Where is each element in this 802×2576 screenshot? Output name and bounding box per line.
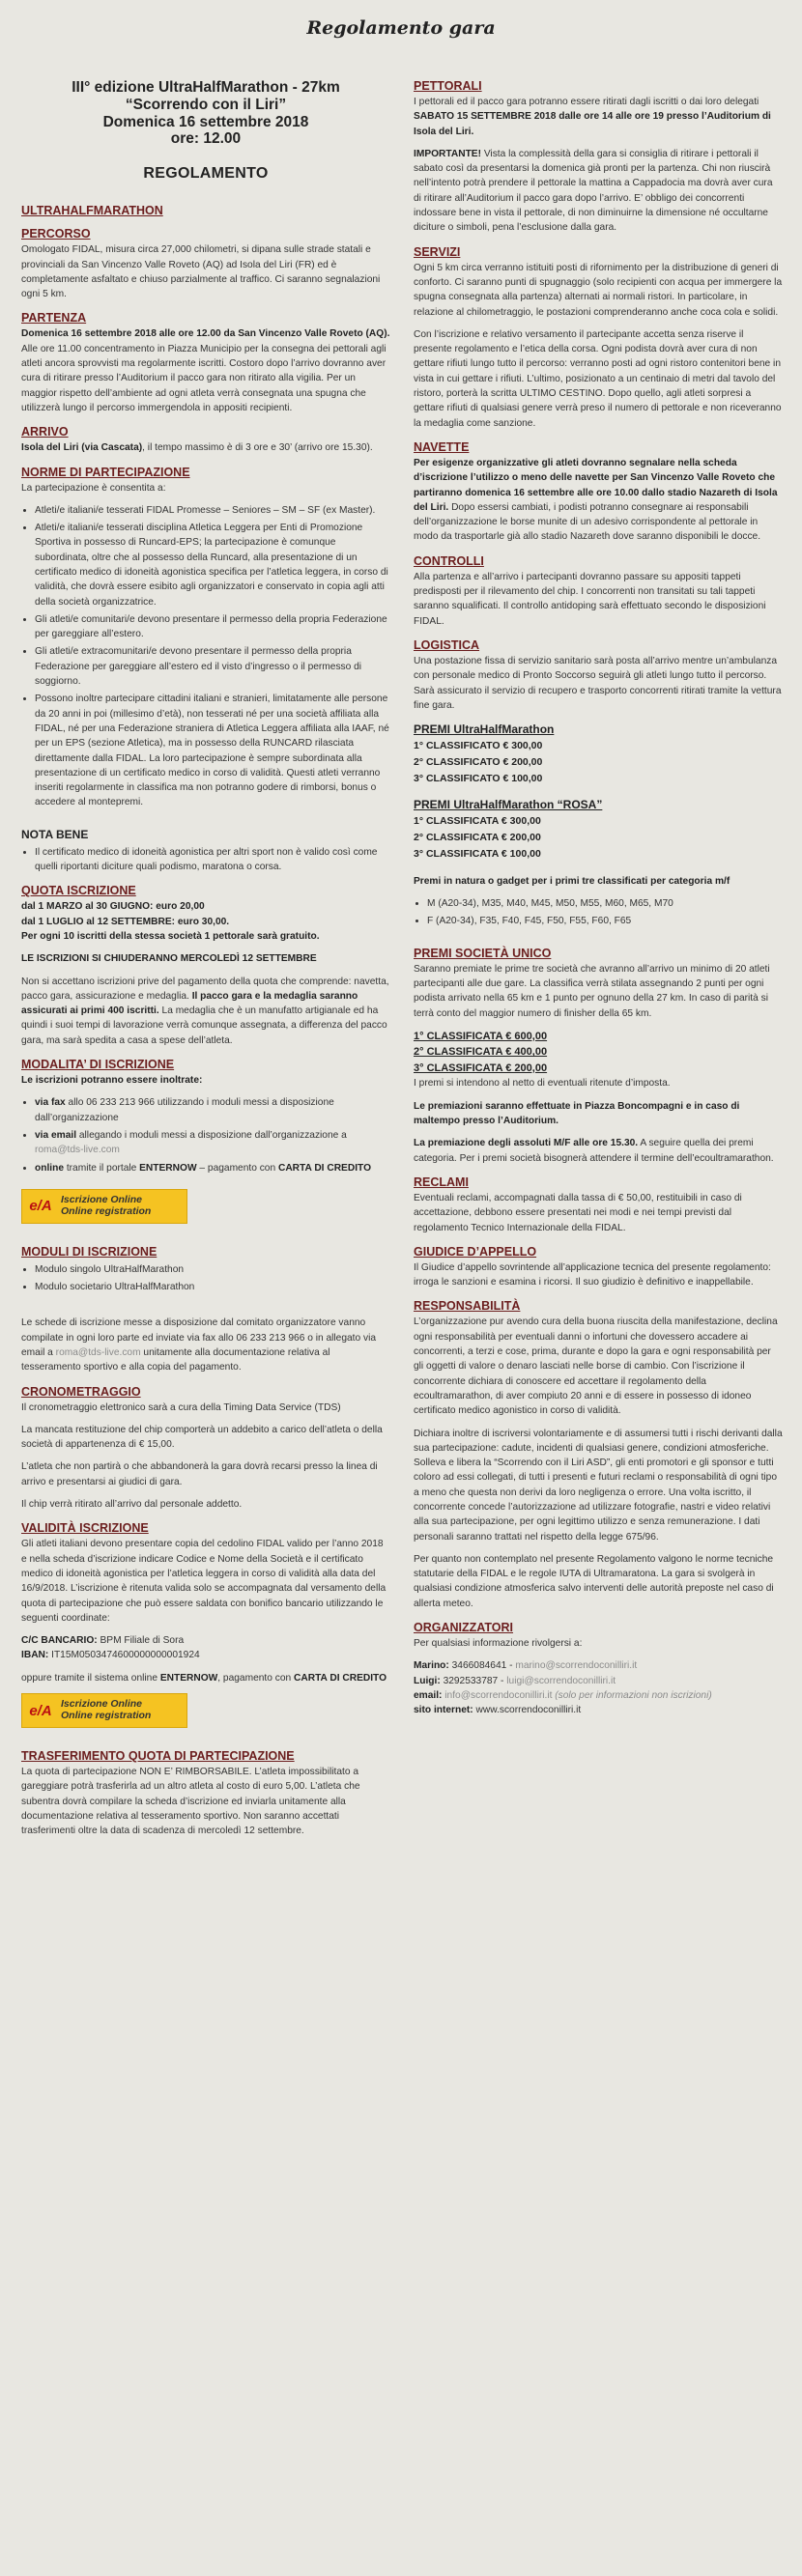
crono-text1: Il cronometraggio elettronico sarà a cura della Timing Data Service (TDS) xyxy=(21,1401,341,1413)
pettorali-paragraph xyxy=(414,95,783,139)
navette-section xyxy=(414,440,783,545)
arrivo-title: ARRIVO xyxy=(21,425,69,439)
crono-text4: Il chip verrà ritirato all’arrivo dal personale addetto. xyxy=(21,1499,243,1511)
list-item: • Atleti/e italiani/e tesserati disciplina Atletica Leggera per Enti di Promozione Sportiva in possesso di Runcard-EPS; la partecipazione è comunque subordinata, oltre che al possesso della Runcard, alla presentazione di un certificato medico di idoneità agonistica specifica per l’atletica leggera, in corso di validità, che dovrà essere esibito agli organizzatori e conservato in copia agli atti della società organizzatrice. xyxy=(35,521,390,609)
premiazione-assoluti-bold: La premiazione degli assoluti M/F alle ore 15.30. xyxy=(414,1138,639,1149)
premi-rosa-title: PREMI UltraHalfMarathon “ROSA” xyxy=(414,798,603,812)
oppure-text1: oppure tramite il sistema online xyxy=(21,1672,160,1684)
email-text: allegando i moduli messi a disposizione dall’organizzazione a xyxy=(76,1129,347,1141)
online-registration-button-2[interactable] xyxy=(21,1693,187,1728)
online-text: tramite il portale xyxy=(64,1162,140,1174)
premi-societa-section xyxy=(414,947,783,1166)
premi-societa-text: Saranno premiate le prime tre società che avranno all’arrivo un minimo di 20 atleti partecipanti alle due gare. La classifica verrà stilata assegnando 2 punti per ogni podista arrivato nella 65 km e 1 punto per ognuno della 27 km. In caso di parità si terrà conto del maggior numero di finisher della 65 km. xyxy=(414,963,770,1019)
premi-societa-item-1: 1° CLASSIFICATA € 600,00 xyxy=(414,1030,548,1042)
quota-text2: La medaglia che è un manufatto artigianale ed ha quindi i suoi tempi di lavorazione verrà comunque assegnata, a differenza del pacco gara, ma sarà spedita a casa a spese dell’atleta. xyxy=(21,1005,387,1046)
reclami-title: RECLAMI xyxy=(414,1175,469,1189)
online-registration-button[interactable] xyxy=(21,1189,187,1224)
quota-text1: Non si accettano iscrizioni prive del pagamento della quota che comprende: navetta, pacco gara, assicurazione e medaglia. xyxy=(21,976,389,1002)
premi-societa-note: I premi si intendono al netto di eventuali ritenute d’imposta. xyxy=(414,1078,671,1090)
moduli-paragraph xyxy=(21,1316,390,1374)
list-item xyxy=(35,1161,390,1175)
responsabilita-section xyxy=(414,1299,783,1611)
percorso-title: PERCORSO xyxy=(21,227,91,241)
arrivo-section xyxy=(21,425,390,455)
quota-paragraph xyxy=(21,975,390,1048)
arrivo-bold: Isola del Liri (via Cascata) xyxy=(21,442,143,454)
site-label: sito internet: xyxy=(414,1705,473,1716)
luigi-phone: 3292533787 - xyxy=(440,1675,507,1686)
servizi-text1: Ogni 5 km circa verranno istituiti posti di rifornimento per la distribuzione di generi di conforto. Ci saranno punti di spugnaggio (solo recipienti con acqua per immergere la spugna consegnata alla partenza) alternati ai normali ristori. In particolare, in relazione al chilometraggio, le postazioni comprenderanno anche coca cola e solidi. xyxy=(414,262,783,318)
premi-societa-title: PREMI SOCIETÀ UNICO xyxy=(414,946,552,960)
premi-section xyxy=(414,722,783,929)
importante-label: IMPORTANTE! xyxy=(414,148,481,159)
responsabilita-text3: Per quanto non contemplato nel presente Regolamento valgono le norme tecniche statutarie della FIDAL e le regole IUTA di Ultramaratona. La gara si svolgerà in qualsiasi condizione atmosferica salvo interventi delle autorità preposte nel caso di allerta meteo. xyxy=(414,1553,774,1609)
navette-title: NAVETTE xyxy=(414,439,470,454)
validita-text: Gli atleti italiani devono presentare copia del cedolino FIDAL valido per l’anno 2018 e nella scheda d’iscrizione indicare Codice e Nome della Società e il certificato medico di idoneità agonistica per l’atletica leggera in corso di validità alla data del 16/9/2018. L’iscrizione è ritenuta valida solo se accompagnata dal versamento della quota di partecipazione che può essere saldata con bonifico bancario utilizzando le seguenti coordinate: xyxy=(21,1539,387,1624)
logistica-title: LOGISTICA xyxy=(414,637,480,652)
badge-text xyxy=(61,1699,151,1721)
oppure-line xyxy=(21,1671,390,1685)
luigi-label: Luigi: xyxy=(414,1675,441,1686)
crono-section xyxy=(21,1385,390,1513)
pettorali-text: I pettorali ed il pacco gara potranno essere ritirati dagli iscritti o dai loro delegati xyxy=(414,97,759,107)
premi-item-2: 2° CLASSIFICATO € 200,00 xyxy=(414,755,543,768)
premi-rosa-item-1: 1° CLASSIFICATA € 300,00 xyxy=(414,815,541,828)
crono-text3: L’atleta che non partirà o che abbandonerà la gara dovrà recarsi presso la linea di arrivo e presentarsi ai giudici di gara. xyxy=(21,1461,378,1487)
iban-label: IBAN: xyxy=(21,1650,49,1661)
oppure-carta: CARTA DI CREDITO xyxy=(294,1672,387,1684)
info-email-link[interactable]: info@scorrendoconilliri.it xyxy=(442,1689,553,1701)
servizi-text2: Con l’iscrizione e relativo versamento il partecipante accetta senza riserve il presente regolamento e l’etica della corsa. Ogni podista dovrà aver cura di non gettare rifiuti lungo tutto il percorso: verranno posti ad ogni ristoro contenitori bene in vista in cui gettare i rifiuti. L’ultimo, posizionato a un centinaio di metri dal tavolo del ristoro, porterà la scritta ULTIMO CESTINO. Dopo quello, agli atleti sorpresi a gettare rifiuti di qualsiasi genere verrà preso il numero di pettorale e non riceveranno la medaglia come sanzione. xyxy=(414,328,782,429)
premiazione-assoluti xyxy=(414,1136,783,1166)
modalita-list xyxy=(21,1095,390,1175)
trasferimento-text: La quota di partecipazione NON E’ RIMBORSABILE. L’atleta impossibilitato a gareggiare potrà trasferirla ad un altro atleta al costo di euro 5,00. L’atleta che subentra dovrà compilare la scheda d’iscrizione ed inviarla unitamente alla documentazione relativa al tesseramento sportivo. Non saranno accettati trasferimenti oltre la data di scadenza di mercoledì 12 settembre. xyxy=(21,1767,360,1837)
pettorali-title: PETTORALI xyxy=(414,79,482,93)
premi-item-3: 3° CLASSIFICATO € 100,00 xyxy=(414,772,543,784)
trasferimento-section xyxy=(21,1749,390,1838)
pettorali-section xyxy=(414,79,783,236)
partenza-bold: Domenica 16 settembre 2018 alle ore 12.00 da San Vincenzo Valle Roveto (AQ). xyxy=(21,328,390,340)
quota-line2: dal 1 LUGLIO al 12 SETTEMBRE: euro 30,00. xyxy=(21,916,230,927)
list-item xyxy=(35,1128,390,1158)
trasferimento-title: TRASFERIMENTO QUOTA DI PARTECIPAZIONE xyxy=(21,1749,295,1764)
event-subtitle: “Scorrendo con il Liri” xyxy=(125,96,287,113)
list-item: • Gli atleti/e extracomunitari/e devono presentare il permesso della propria Federazione per gareggiare all’estero ed il visto d’ingresso o il permesso di soggiorno. xyxy=(35,644,390,689)
enternow-label: ENTERNOW xyxy=(139,1162,197,1174)
servizi-title: SERVIZI xyxy=(414,244,461,259)
norme-title: NORME DI PARTECIPAZIONE xyxy=(21,465,190,479)
email-link[interactable]: roma@tds-live.com xyxy=(35,1145,120,1156)
modulo-singolo-link[interactable]: • Modulo singolo UltraHalfMarathon xyxy=(35,1262,390,1277)
contact-luigi xyxy=(414,1674,783,1688)
enternow-logo-icon: e/A xyxy=(29,1702,52,1719)
marino-label: Marino: xyxy=(414,1660,449,1672)
giudice-section xyxy=(414,1245,783,1290)
quota-line3: Per ogni 10 iscritti della stessa società 1 pettorale sarà gratuito. xyxy=(21,930,320,942)
servizi-section xyxy=(414,245,783,431)
arrivo-paragraph xyxy=(21,440,390,455)
badge-line2: Online registration xyxy=(61,1204,152,1217)
badge-line1: Iscrizione Online xyxy=(61,1698,143,1711)
email-label: via email xyxy=(35,1129,77,1141)
premi-rosa-item-2: 2° CLASSIFICATA € 200,00 xyxy=(414,832,541,844)
norme-intro: La partecipazione è consentita a: xyxy=(21,482,166,494)
list-item: • M (A20-34), M35, M40, M45, M50, M55, M60, M65, M70 xyxy=(427,896,783,911)
norme-section xyxy=(21,466,390,810)
badge-line2: Online registration xyxy=(61,1710,152,1722)
controlli-section xyxy=(414,554,783,629)
iban-line xyxy=(21,1648,390,1662)
organizzatori-section xyxy=(414,1621,783,1717)
moduli-title: MODULI DI ISCRIZIONE xyxy=(21,1244,158,1259)
contact-email xyxy=(414,1688,783,1703)
modulo-societario-link[interactable]: • Modulo societario UltraHalfMarathon xyxy=(35,1280,390,1294)
modalita-intro: Le iscrizioni potranno essere inoltrate: xyxy=(21,1075,203,1087)
responsabilita-text2: Dichiara inoltre di iscriversi volontariamente e di assumersi tutti i rischi derivanti dalla sua partecipazione: cadute, incidenti di qualsiasi genere, condizioni atmosferiche. Solleva e libera la “Scorrendo con il Liri ASD”, gli enti promotori e gli sponsor e tutti coloro ad essi collegati, di tutti i presenti e futuri reclami o responsabilità di ogni tipo a meno che questa non derivi da loro negligenza o errore. Una volta iscritto, il concorrente concede l’autorizzazione ad utilizzare fotografie, nastri e video relativi alla sua partecipazione, per ogni legittimo utilizzo e senza remunerazione. I dati personali saranno trattati nel rispetto della legge 675/96. xyxy=(414,1428,783,1543)
moduli-section xyxy=(21,1245,390,1375)
responsabilita-title: RESPONSABILITÀ xyxy=(414,1299,521,1314)
cc-line xyxy=(21,1633,390,1648)
moduli-list xyxy=(21,1262,390,1295)
crono-text2: La mancata restituzione del chip comporterà un addebito a carico dell’atleta o della società di appartenenza di € 15,00. xyxy=(21,1424,383,1451)
event-date: Domenica 16 settembre 2018 xyxy=(102,113,309,130)
cc-value: BPM Filiale di Sora xyxy=(97,1635,185,1647)
event-edition: III° edizione UltraHalfMarathon - 27km xyxy=(72,79,340,96)
quota-line1: dal 1 MARZO al 30 GIUGNO: euro 20,00 xyxy=(21,901,205,913)
list-item xyxy=(35,1095,390,1125)
giudice-text: Il Giudice d’appello sovrintende all’applicazione tecnica del presente regolamento: irroga le sanzioni e esamina i ricorsi. Il suo giudizio è definitivo e inappellabile. xyxy=(414,1261,771,1288)
premi-societa-item-3: 3° CLASSIFICATA € 200,00 xyxy=(414,1062,548,1074)
cc-label: C/C BANCARIO: xyxy=(21,1635,98,1647)
quota-title: QUOTA ISCRIZIONE xyxy=(21,884,136,898)
partenza-section xyxy=(21,311,390,415)
partenza-title: PARTENZA xyxy=(21,311,87,326)
responsabilita-text1: L’organizzazione pur avendo cura della buona riuscita della manifestazione, declina ogni responsabilità per eventuali danni o infortuni che dovessero accadere ai concorrenti, a terzi e cose, prima, durante e dopo la gara e ogni responsabilità per gli oggetti di valore o denaro lasciati nelle borse di cambio. Con l’iscrizione il concorrente dichiara di conoscere ed accettare il regolamento della ecoultramarathon, di aver compiuto 20 anni e di essere in possesso di idoneo certificato medico agonistico in corso di validità. xyxy=(414,1316,778,1417)
organizzatori-intro: Per qualsiasi informazione rivolgersi a: xyxy=(414,1638,583,1650)
premi-natura: Premi in natura o gadget per i primi tre classificati per categoria m/f xyxy=(414,875,730,887)
carta-label: CARTA DI CREDITO xyxy=(277,1162,371,1174)
reclami-section xyxy=(414,1175,783,1235)
badge-text xyxy=(61,1195,151,1217)
online-label: online xyxy=(35,1162,64,1174)
site-link[interactable]: www.scorrendoconilliri.it xyxy=(473,1705,582,1716)
categorie-list xyxy=(414,896,783,929)
badge-line1: Iscrizione Online xyxy=(61,1194,143,1206)
email-note: (solo per informazioni non iscrizioni) xyxy=(552,1689,712,1701)
navette-text: Dopo essersi cambiati, i podisti potranno consegnare ai responsabili dell’organizzazione le borse munite di un adesivo corrispondente al pettorale in modo da trasportarle già allo stadio Nazareth dove saranno disponibili le docce. xyxy=(414,501,761,543)
premi-rosa-item-3: 3° CLASSIFICATA € 100,00 xyxy=(414,848,541,861)
logistica-text: Una postazione fissa di servizio sanitario sarà posta all’arrivo mentre un’ambulanza con personale medico di Pronto Soccorso seguirà gli atleti lungo tutto il percorso. Sarà assicurato il servizio di recupero e trasporto concorrenti ritirati tramite la vettura fine gara. xyxy=(414,655,782,711)
luigi-email-link[interactable]: luigi@scorrendoconilliri.it xyxy=(506,1675,616,1686)
marino-email-link[interactable]: marino@scorrendoconilliri.it xyxy=(515,1660,638,1672)
left-column xyxy=(21,79,390,1849)
premi-item-1: 1° CLASSIFICATO € 300,00 xyxy=(414,740,543,752)
quota-section xyxy=(21,884,390,1048)
modalita-section xyxy=(21,1058,390,1235)
marino-phone: 3466084641 - xyxy=(448,1660,516,1672)
reclami-text: Eventuali reclami, accompagnati dalla tassa di € 50,00, restituibili in caso di accettazione, debbono essere presentati nei modi e nei tempi previsti dal regolamento Tecnico Internazionale della FIDAL. xyxy=(414,1192,742,1233)
percorso-section xyxy=(21,227,390,301)
premiazione-assoluti-text: A seguire quella dei premi categoria. Per i premi società bisognerà attendere il termine dell’ecoultramarathon. xyxy=(414,1138,774,1164)
list-item: • F (A20-34), F35, F40, F45, F50, F55, F60, F65 xyxy=(427,914,783,928)
ultra-title: ULTRAHALFMARATHON xyxy=(21,204,163,218)
regolamento-heading: REGOLAMENTO xyxy=(143,165,269,183)
importante-paragraph xyxy=(414,147,783,236)
event-heading xyxy=(21,79,390,148)
fax-text: allo 06 233 213 966 utilizzando i moduli messi a disposizione dall’organizzazione xyxy=(35,1097,334,1123)
validita-section xyxy=(21,1521,390,1740)
controlli-title: CONTROLLI xyxy=(414,553,484,568)
modalita-title: MODALITA’ DI ISCRIZIONE xyxy=(21,1058,175,1072)
logistica-section xyxy=(414,638,783,713)
premi-societa-item-2: 2° CLASSIFICATA € 400,00 xyxy=(414,1046,548,1059)
partenza-paragraph xyxy=(21,326,390,415)
norme-list xyxy=(21,503,390,810)
partenza-text: Alle ore 11.00 concentramento in Piazza Municipio per la consegna dei pettorali agli atleti ancora sprovvisti ma regolarmente iscritti. Costoro dopo l’arrivo dovranno aver cura di ritirare presso l’Auditorium il pacco gara non ritirato alla vigilia. Per un maggior rispetto dell’ambiente ad ogni atleta verrà consegnata una spugna che utilizzerà lungo il percorso immergendola in appositi recipienti. xyxy=(21,343,387,413)
validita-title: VALIDITÀ ISCRIZIONE xyxy=(21,1521,149,1536)
pettorali-bold: SABATO 15 SETTEMBRE 2018 dalle ore 14 alle ore 19 presso l’Auditorium di Isola del Liri. xyxy=(414,111,771,137)
oppure-text2: , pagamento con xyxy=(217,1672,294,1684)
moduli-text2: unitamente alla documentazione relativa al tesseramento sportivo e alla copia del pagamento. xyxy=(21,1346,330,1373)
percorso-text: Omologato FIDAL, misura circa 27,000 chilometri, si dipana sulle strade statali e provinciali da San Vincenzo Valle Roveto (AQ) ad Isola del Liri (FR) ed è completamente asfaltato e chiuso parzialmente al traffico. Ci saranno segnalazioni ogni 5 km. xyxy=(21,244,381,300)
organizzatori-title: ORGANIZZATORI xyxy=(414,1621,514,1635)
premiazioni-text: Le premiazioni saranno effettuate in Piazza Boncompagni e in caso di maltempo presso l’Auditorium. xyxy=(414,1100,740,1127)
list-item: • Possono inoltre partecipare cittadini italiani e stranieri, limitatamente alle persone da 20 anni in poi (millesimo d’età), non tesserati né per una società affiliata alla FIDAL, né per una Federazione straniera di Atletica Leggera affiliata alla IAAF, né per un EPS (sezione Atletica), ma in possesso della RUNCARD rilasciata direttamente dalla FIDAL. La loro partecipazione è sempre subordinata alla presentazione di un certificato medico in corso di validità. Questi atleti verranno inseriti regolarmente in classifica ma non potranno godere di rimborsi, bonus o accedere al montepremi. xyxy=(35,692,390,809)
nota-list xyxy=(21,845,390,875)
online-text-2: – pagamento con xyxy=(196,1162,278,1174)
list-item: • Il certificato medico di idoneità agonistica per altri sport non è valido così come quelli riportanti diciture quali podismo, maratona o corsa. xyxy=(35,845,390,875)
list-item: • Gli atleti/e comunitari/e devono presentare il permesso della propria Federazione per gareggiare all’estero. xyxy=(35,612,390,642)
arrivo-text: , il tempo massimo è di 3 ore e 30’ (arrivo ore 15.30). xyxy=(142,442,373,454)
event-time: ore: 12.00 xyxy=(170,130,242,148)
fax-label: via fax xyxy=(35,1097,66,1109)
nota-title: NOTA BENE xyxy=(21,827,89,841)
quota-bold: Il pacco gara e la medaglia saranno assicurati ai primi 400 iscritti. xyxy=(21,990,358,1017)
enternow-logo-icon: e/A xyxy=(29,1198,52,1215)
moduli-email-link[interactable]: roma@tds-live.com xyxy=(55,1346,141,1358)
navette-bold: Per esigenze organizzative gli atleti dovranno segnalare nella scheda d’iscrizione l’utilizzo o meno delle navette per San Vincenzo Valle Roveto che partiranno domenica 16 settembre alle ore 10.00 dallo stadio Nazareth di Isola del Liri. xyxy=(414,457,778,513)
contact-site xyxy=(414,1703,783,1717)
premi-title: PREMI UltraHalfMarathon xyxy=(414,722,555,737)
moduli-text1: Le schede di iscrizione messe a disposizione dal comitato organizzatore vanno compilate in ogni loro parte ed inviate via fax allo 06 233 213 966 o in allegato via email a xyxy=(21,1317,376,1358)
right-column xyxy=(414,79,783,1728)
controlli-text: Alla partenza e all’arrivo i partecipanti dovranno passare su appositi tappeti predisposti per il rilevamento del chip. I concorrenti non transitati su tali tappeti saranno squalificati. Il controllo antidoping sarà effettuato secondo le disposizioni FIDAL. xyxy=(414,571,766,627)
iban-value: IT15M0503474600000000001924 xyxy=(48,1650,200,1661)
navette-paragraph xyxy=(414,456,783,545)
giudice-title: GIUDICE D’APPELLO xyxy=(414,1244,537,1259)
importante-text: Vista la complessità della gara si consiglia di ritirare i pettorali il sabato così da presentarsi la domenica già pronti per la partenza. Chi non riuscirà nell’intento potrà prendere il pettorale la mattina a Cappadocia ma dovrà aver cura di ritirare all’Auditorium il pacco gara dopo l’arrivo. E’ obbligo dei concorrenti indossare bene in vista il pettorale, di non diminuirne la dimensione né occultarne diciture o simboli, pena l’esclusione dalla gara. xyxy=(414,148,773,234)
chiusura-text: LE ISCRIZIONI SI CHIUDERANNO MERCOLEDÌ 12 SETTEMBRE xyxy=(21,953,317,965)
nota-section xyxy=(21,828,390,875)
list-item: • Atleti/e italiani/e tesserati FIDAL Promesse – Seniores – SM – SF (ex Master). xyxy=(35,503,390,518)
email-label: email: xyxy=(414,1689,443,1701)
contact-marino xyxy=(414,1658,783,1673)
oppure-enternow: ENTERNOW xyxy=(159,1672,218,1684)
crono-title: CRONOMETRAGGIO xyxy=(21,1384,141,1399)
page-title: Regolamento gara xyxy=(306,17,496,39)
